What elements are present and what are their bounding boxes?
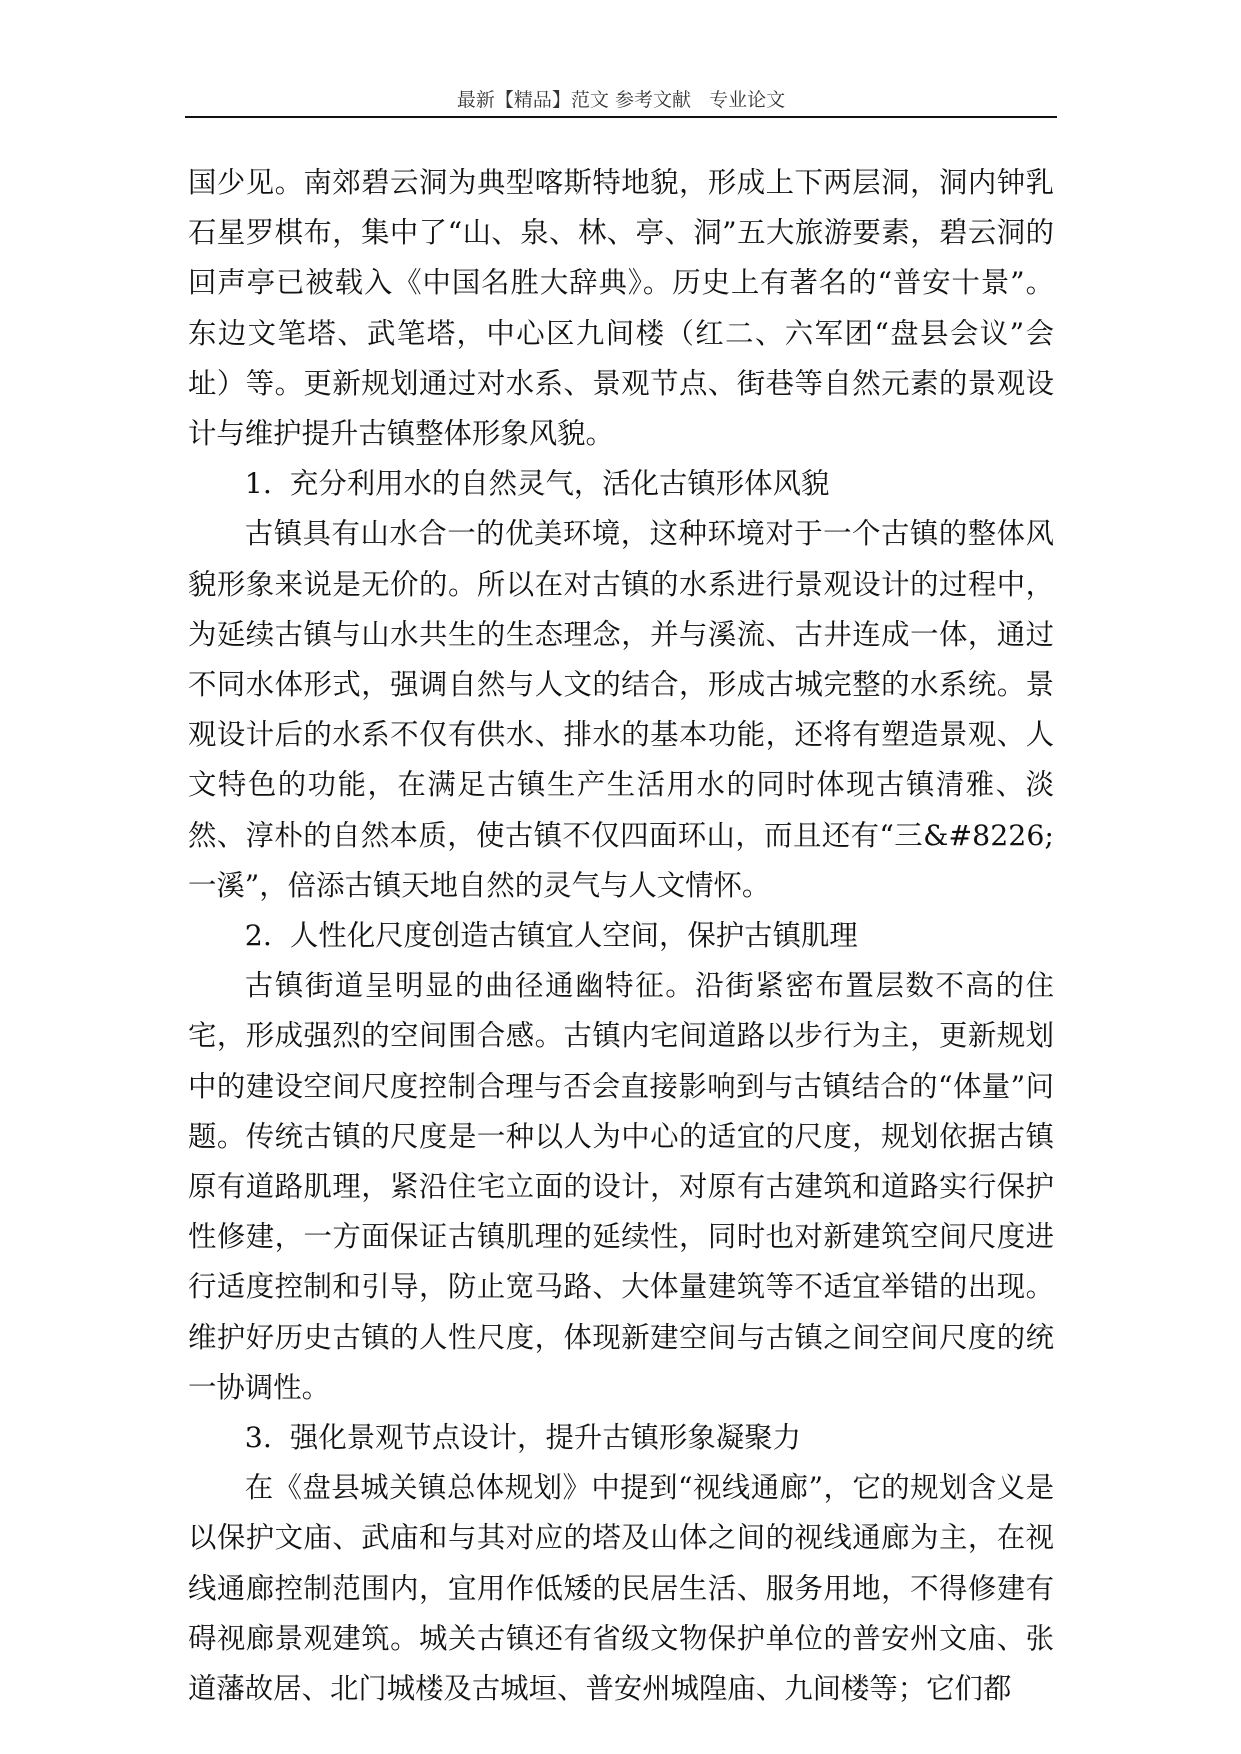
paragraph-landscape: 在《盘县城关镇总体规划》中提到“视线通廊”，它的规划含义是以保护文庙、武庙和与其对应的塔及山体之间的视线通廊为主，在视线通廊控制范围内，宜用作低矮的民居生活、服务用地，不得修建有碍视廊景观建筑。城关古镇还有省级文物保护单位的普安州文庙、张道藩故居、北门城楼及古城垣、普安州城隍庙、九间楼等；它们都 [188, 1471, 1054, 1706]
section-heading-2: 2. 人性化尺度创造古镇宜人空间，保护古镇肌理 [244, 919, 858, 953]
paragraph-scale: 古镇街道呈明显的曲径通幽特征。沿街紧密布置层数不高的住宅，形成强烈的空间围合感。古镇内宅间道路以步行为主，更新规划中的建设空间尺度控制合理与否会直接影响到与古镇结合的“体量”问题。传统古镇的尺度是一种以人为中心的适宜的尺度，规划依据古镇原有道路肌理，紧沿住宅立面的设计，对原有古建筑和道路实行保护性修建，一方面保证古镇肌理的延续性，同时也对新建筑空间尺度进行适度控制和引导，防止宽马路、大体量建筑等不适宜举错的出现。维护好历史古镇的人性尺度，体现新建空间与古镇之间空间尺度的统一协调性。 [188, 969, 1054, 1404]
section-heading-1: 1. 充分利用水的自然灵气，活化古镇形体风貌 [244, 467, 830, 501]
header-text: 最新【精品】范文 参考文献 专业论文 [456, 89, 786, 111]
paragraph-intro: 国少见。南郊碧云洞为典型喀斯特地貌，形成上下两层洞，洞内钟乳石星罗棋布，集中了“山、泉、林、亭、洞”五大旅游要素，碧云洞的回声亭已被载入《中国名胜大辞典》。历史上有著名的“普安十景”。东边文笔塔、武笔塔，中心区九间楼（红二、六军团“盘县会议”会址）等。更新规划通过对水系、景观节点、街巷等自然元素的景观设计与维护提升古镇整体形象风貌。 [188, 166, 1054, 451]
page-header [185, 84, 1057, 118]
section-heading-3: 3. 强化景观节点设计，提升古镇形象凝聚力 [244, 1421, 801, 1455]
document-body [188, 158, 1054, 1714]
paragraph-water: 古镇具有山水合一的优美环境，这种环境对于一个古镇的整体风貌形象来说是无价的。所以在对古镇的水系进行景观设计的过程中，为延续古镇与山水共生的生态理念，并与溪流、古井连成一体，通过不同水体形式，强调自然与人文的结合，形成古城完整的水系统。景观设计后的水系不仅有供水、排水的基本功能，还将有塑造景观、人文特色的功能，在满足古镇生产生活用水的同时体现古镇清雅、淡然、淳朴的自然本质，使古镇不仅四面环山，而且还有“三&#8226;一溪”，倍添古镇天地自然的灵气与人文情怀。 [188, 517, 1054, 902]
